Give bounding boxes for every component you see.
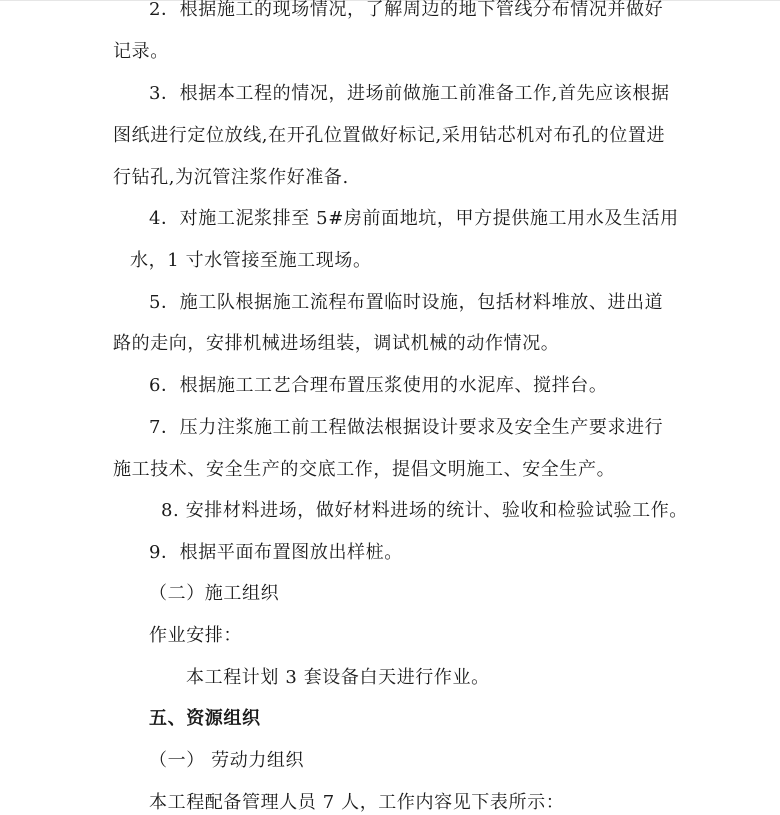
subheading-construction-organization: （二）施工组织 [149, 583, 280, 604]
staffing-text: 本工程配备管理人员 7 人，工作内容见下表所示： [149, 792, 565, 813]
item-2-line-2: 记录。 [113, 41, 169, 62]
item-8-line-1: 8. 安排材料进场，做好材料进场的统计、验收和检验试验工作。 [161, 500, 688, 521]
item-2-line-1: 2．根据施工的现场情况，了解周边的地下管线分布情况并做好 [149, 0, 664, 20]
item-3-line-2: 图纸进行定位放线,在开孔位置做好标记,采用钻芯机对布孔的位置进 [113, 125, 666, 146]
item-9-line-1: 9．根据平面布置图放出样桩。 [149, 542, 403, 563]
section-heading-resource-organization: 五、资源组织 [149, 708, 261, 729]
item-4-line-2: 水，1 寸水管接至施工现场。 [130, 250, 372, 271]
item-4-line-1: 4．对施工泥浆排至 5#房前面地坑，甲方提供施工用水及生活用 [149, 208, 679, 229]
item-7-line-2: 施工技术、安全生产的交底工作，提倡文明施工、安全生产。 [113, 459, 616, 480]
item-3-line-1: 3．根据本工程的情况，进场前做施工前准备工作,首先应该根据 [149, 83, 670, 104]
item-5-line-2: 路的走向，安排机械进场组装，调试机械的动作情况。 [113, 333, 560, 354]
work-arrangement-label: 作业安排： [149, 625, 242, 646]
item-7-line-1: 7．压力注浆施工前工程做法根据设计要求及安全生产要求进行 [149, 417, 664, 438]
item-5-line-1: 5．施工队根据施工流程布置临时设施，包括材料堆放、进出道 [149, 292, 664, 313]
item-3-line-3: 行钻孔,为沉管注浆作好准备. [113, 167, 349, 188]
work-arrangement-text: 本工程计划 3 套设备白天进行作业。 [186, 667, 490, 688]
subheading-labor-organization: （一） 劳动力组织 [149, 750, 305, 771]
item-6-line-1: 6．根据施工工艺合理布置压浆使用的水泥库、搅拌台。 [149, 375, 608, 396]
